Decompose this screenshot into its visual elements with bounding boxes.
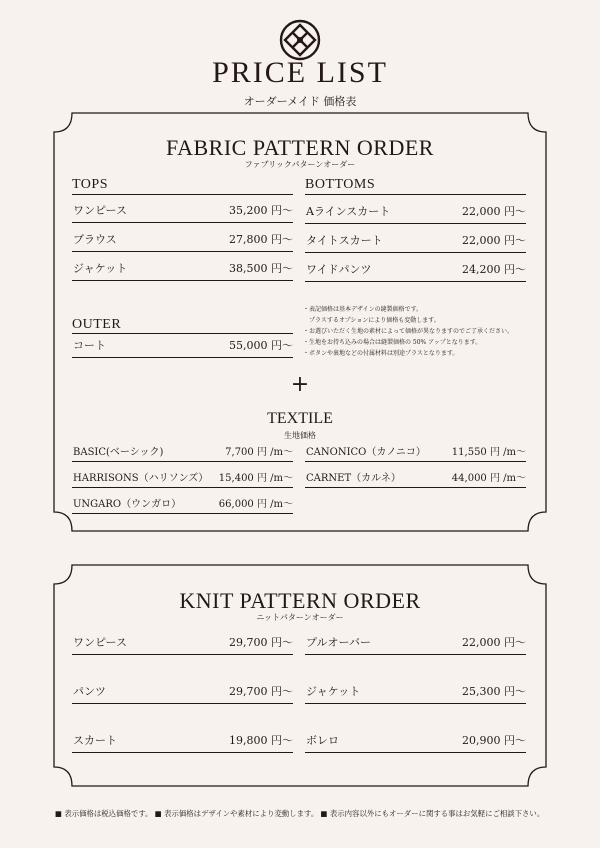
textile-row: CARNET（カルネ） 44,000 円 /m〜 [305,473,526,488]
fabric-section-subtitle: ファブリックパターンオーダー [244,160,356,169]
outer-divider [72,333,293,334]
textile-row: BASIC(ベーシック) 7,700 円 /m〜 [72,447,293,462]
textile-title: TEXTILE [267,410,333,427]
textile-row: HARRISONS（ハリソンズ） 15,400 円 /m〜 [72,473,293,488]
price-row: Aラインスカート 22,000 円〜 [305,203,526,224]
page-subtitle: オーダーメイド 価格表 [243,95,357,108]
page-title: PRICE LIST [212,56,388,89]
note-line: ・生地をお持ち込みの場合は縫製価格の 50% アップとなります。 [303,339,482,346]
fabric-notes [303,304,533,359]
price-row: コート 55,000 円〜 [72,337,293,358]
note-line: ・ボタンや裏地などの付属材料は別途プラスとなります。 [303,350,459,357]
tops-divider [72,194,293,195]
textile-row: CANONICO（カノニコ） 11,550 円 /m〜 [305,447,526,462]
fabric-section-title: FABRIC PATTERN ORDER [166,135,434,160]
bottoms-divider [305,194,526,195]
textile-subtitle: 生地価格 [284,431,316,440]
price-row: ボレロ 20,900 円〜 [305,732,526,753]
note-line: プラスするオプションにより価格も変動します。 [303,317,440,324]
price-row: ジャケット 38,500 円〜 [72,260,293,281]
outer-category-label: OUTER [72,317,122,332]
note-line: ・表記価格は基本デザインの縫製価格です。 [303,306,423,313]
price-row: ブラウス 27,800 円〜 [72,231,293,252]
note-line: ・お選びいただく生地の素材によって価格が異なりますのでご了承ください。 [303,328,514,335]
knit-section-title: KNIT PATTERN ORDER [179,588,421,613]
price-row: ワンピース 29,700 円〜 [72,634,293,655]
plus-icon: + [290,372,310,397]
price-row: パンツ 29,700 円〜 [72,683,293,704]
price-row: スカート 19,800 円〜 [72,732,293,753]
tops-category-label: TOPS [72,177,108,192]
price-row: タイトスカート 22,000 円〜 [305,232,526,253]
price-row: ワイドパンツ 24,200 円〜 [305,261,526,282]
price-row: ジャケット 25,300 円〜 [305,683,526,704]
footer-note: ■ 表示価格は税込価格です。 ■ 表示価格はデザインや素材により変動します。 ■ 表示内容以外にもオーダーに関する事はお気軽にご相談下さい。 [55,809,545,818]
knit-section-subtitle: ニットパターンオーダー [256,613,344,622]
bottoms-category-label: BOTTOMS [305,177,376,192]
textile-row: UNGARO（ウンガロ） 66,000 円 /m〜 [72,499,293,514]
price-row: プルオーバー 22,000 円〜 [305,634,526,655]
price-row: ワンピース 35,200 円〜 [72,202,293,223]
